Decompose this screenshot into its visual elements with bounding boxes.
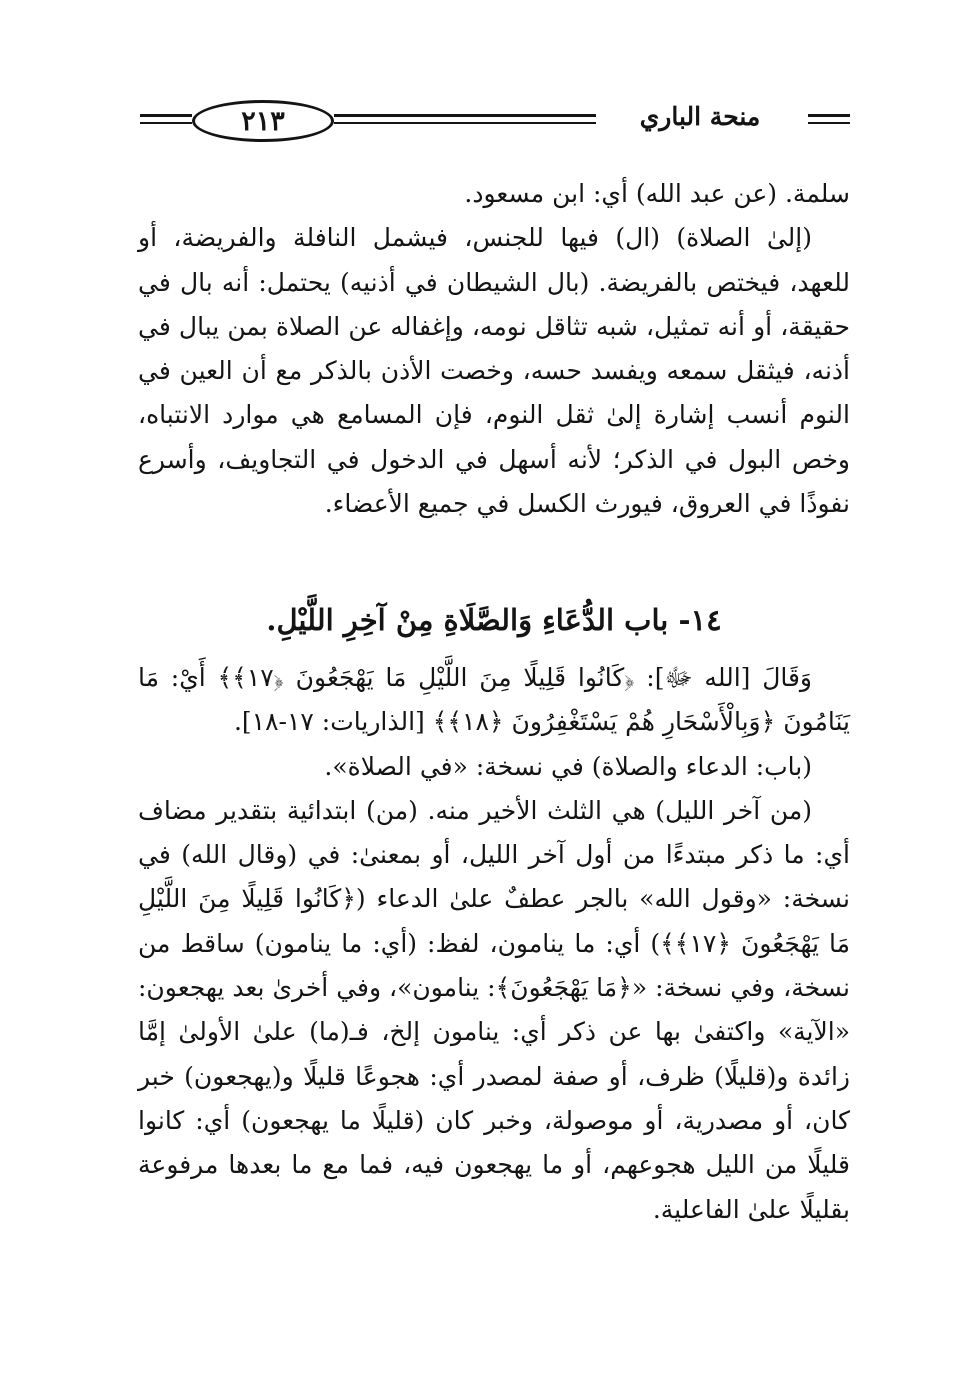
- paragraph-2: (إلىٰ الصلاة) (ال) فيها للجنس، فيشمل النافلة والفريضة، أو للعهد، فيختص بالفريضة. (بال الشيطان في أذنيه) يحتمل: أنه بال في حقيقة، أو أنه تمثيل، شبه تثاقل نومه، وإغفاله عن الصلاة بمن يبال في أذنه، فيثقل سمعه ويفسد حسه، وخصت الأذن بالذكر مع أن العين في النوم أنسب إشارة إلىٰ ثقل النوم، فإن المسامع هي موارد الانتباه، وخص البول في الذكر؛ لأنه أسهل في الدخول في التجاويف، وأسرع نفوذًا في العروق، فيورث الكسل في جميع الأعضاء.: [138, 223, 850, 519]
- chapter-heading: ١٤- باب الدُّعَاءِ وَالصَّلَاةِ مِنْ آخِرِ اللَّيْلِ.: [266, 603, 722, 637]
- header-rule-left-bottom: [140, 122, 192, 124]
- page-number: ٢١٣: [241, 105, 285, 137]
- paragraph-1: سلمة. (عن عبد الله) أي: ابن مسعود.: [464, 179, 850, 208]
- header-rule-right-bottom: [808, 122, 850, 124]
- book-title: منحة الباري: [639, 102, 761, 131]
- paragraph-3: (باب: الدعاء والصلاة) في نسخة: «في الصلاة».: [324, 751, 812, 781]
- header-rule-middle-bottom: [334, 122, 596, 124]
- header-rule-left-top: [140, 114, 192, 117]
- page-header: [140, 96, 850, 146]
- commentary-top: [138, 172, 850, 526]
- header-rule-middle-top: [334, 114, 596, 117]
- commentary-bottom: [138, 656, 850, 1232]
- paragraph-4: (من آخر الليل) هي الثلث الأخير منه. (من) ابتدائية بتقدير مضاف أي: ما ذكر مبتدءًا من أول آخر الليل، أو بمعنىٰ: في (وقال الله) في نسخة: «وقول الله» بالجر عطفٌ علىٰ الدعاء (﴿كَانُوا قَلِيلًا مِنَ اللَّيْلِ مَا يَهْجَعُونَ ﴿١٧﴾﴾) أي: ما ينامون، لفظ: (أي: ما ينامون) ساقط من نسخة، وفي نسخة: «﴿مَا يَهْجَعُونَ﴾: ينامون»، وفي أخرىٰ بعد يهجعون: «الآية» واكتفىٰ بها عن ذكر أي: ينامون إلخ، فـ(ما) علىٰ الأولىٰ إمَّا زائدة و(قليلًا) ظرف، أو صفة لمصدر أي: هجوعًا قليلًا و(يهجعون) خبر كان، أو مصدرية، أو موصولة، وخبر كان (قليلًا ما يهجعون) أي: كانوا قليلًا من الليل هجوعهم، أو ما يهجعون فيه، فما مع ما بعدها مرفوعة بقليلًا علىٰ الفاعلية.: [138, 795, 850, 1224]
- header-rule-right-top: [808, 114, 850, 117]
- page-number-badge: [192, 100, 334, 142]
- quran-verse-paragraph: وَقَالَ [الله ﷻ]: ﴿كَانُوا قَلِيلًا مِنَ اللَّيْلِ مَا يَهْجَعُونَ ﴿١٧﴾﴾ أَيْ: مَا يَنَامُونَ ﴿وَبِالْأَسْحَارِ هُمْ يَسْتَغْفِرُونَ ﴿١٨﴾﴾ [الذاريات: ١٧-١٨].: [138, 663, 850, 737]
